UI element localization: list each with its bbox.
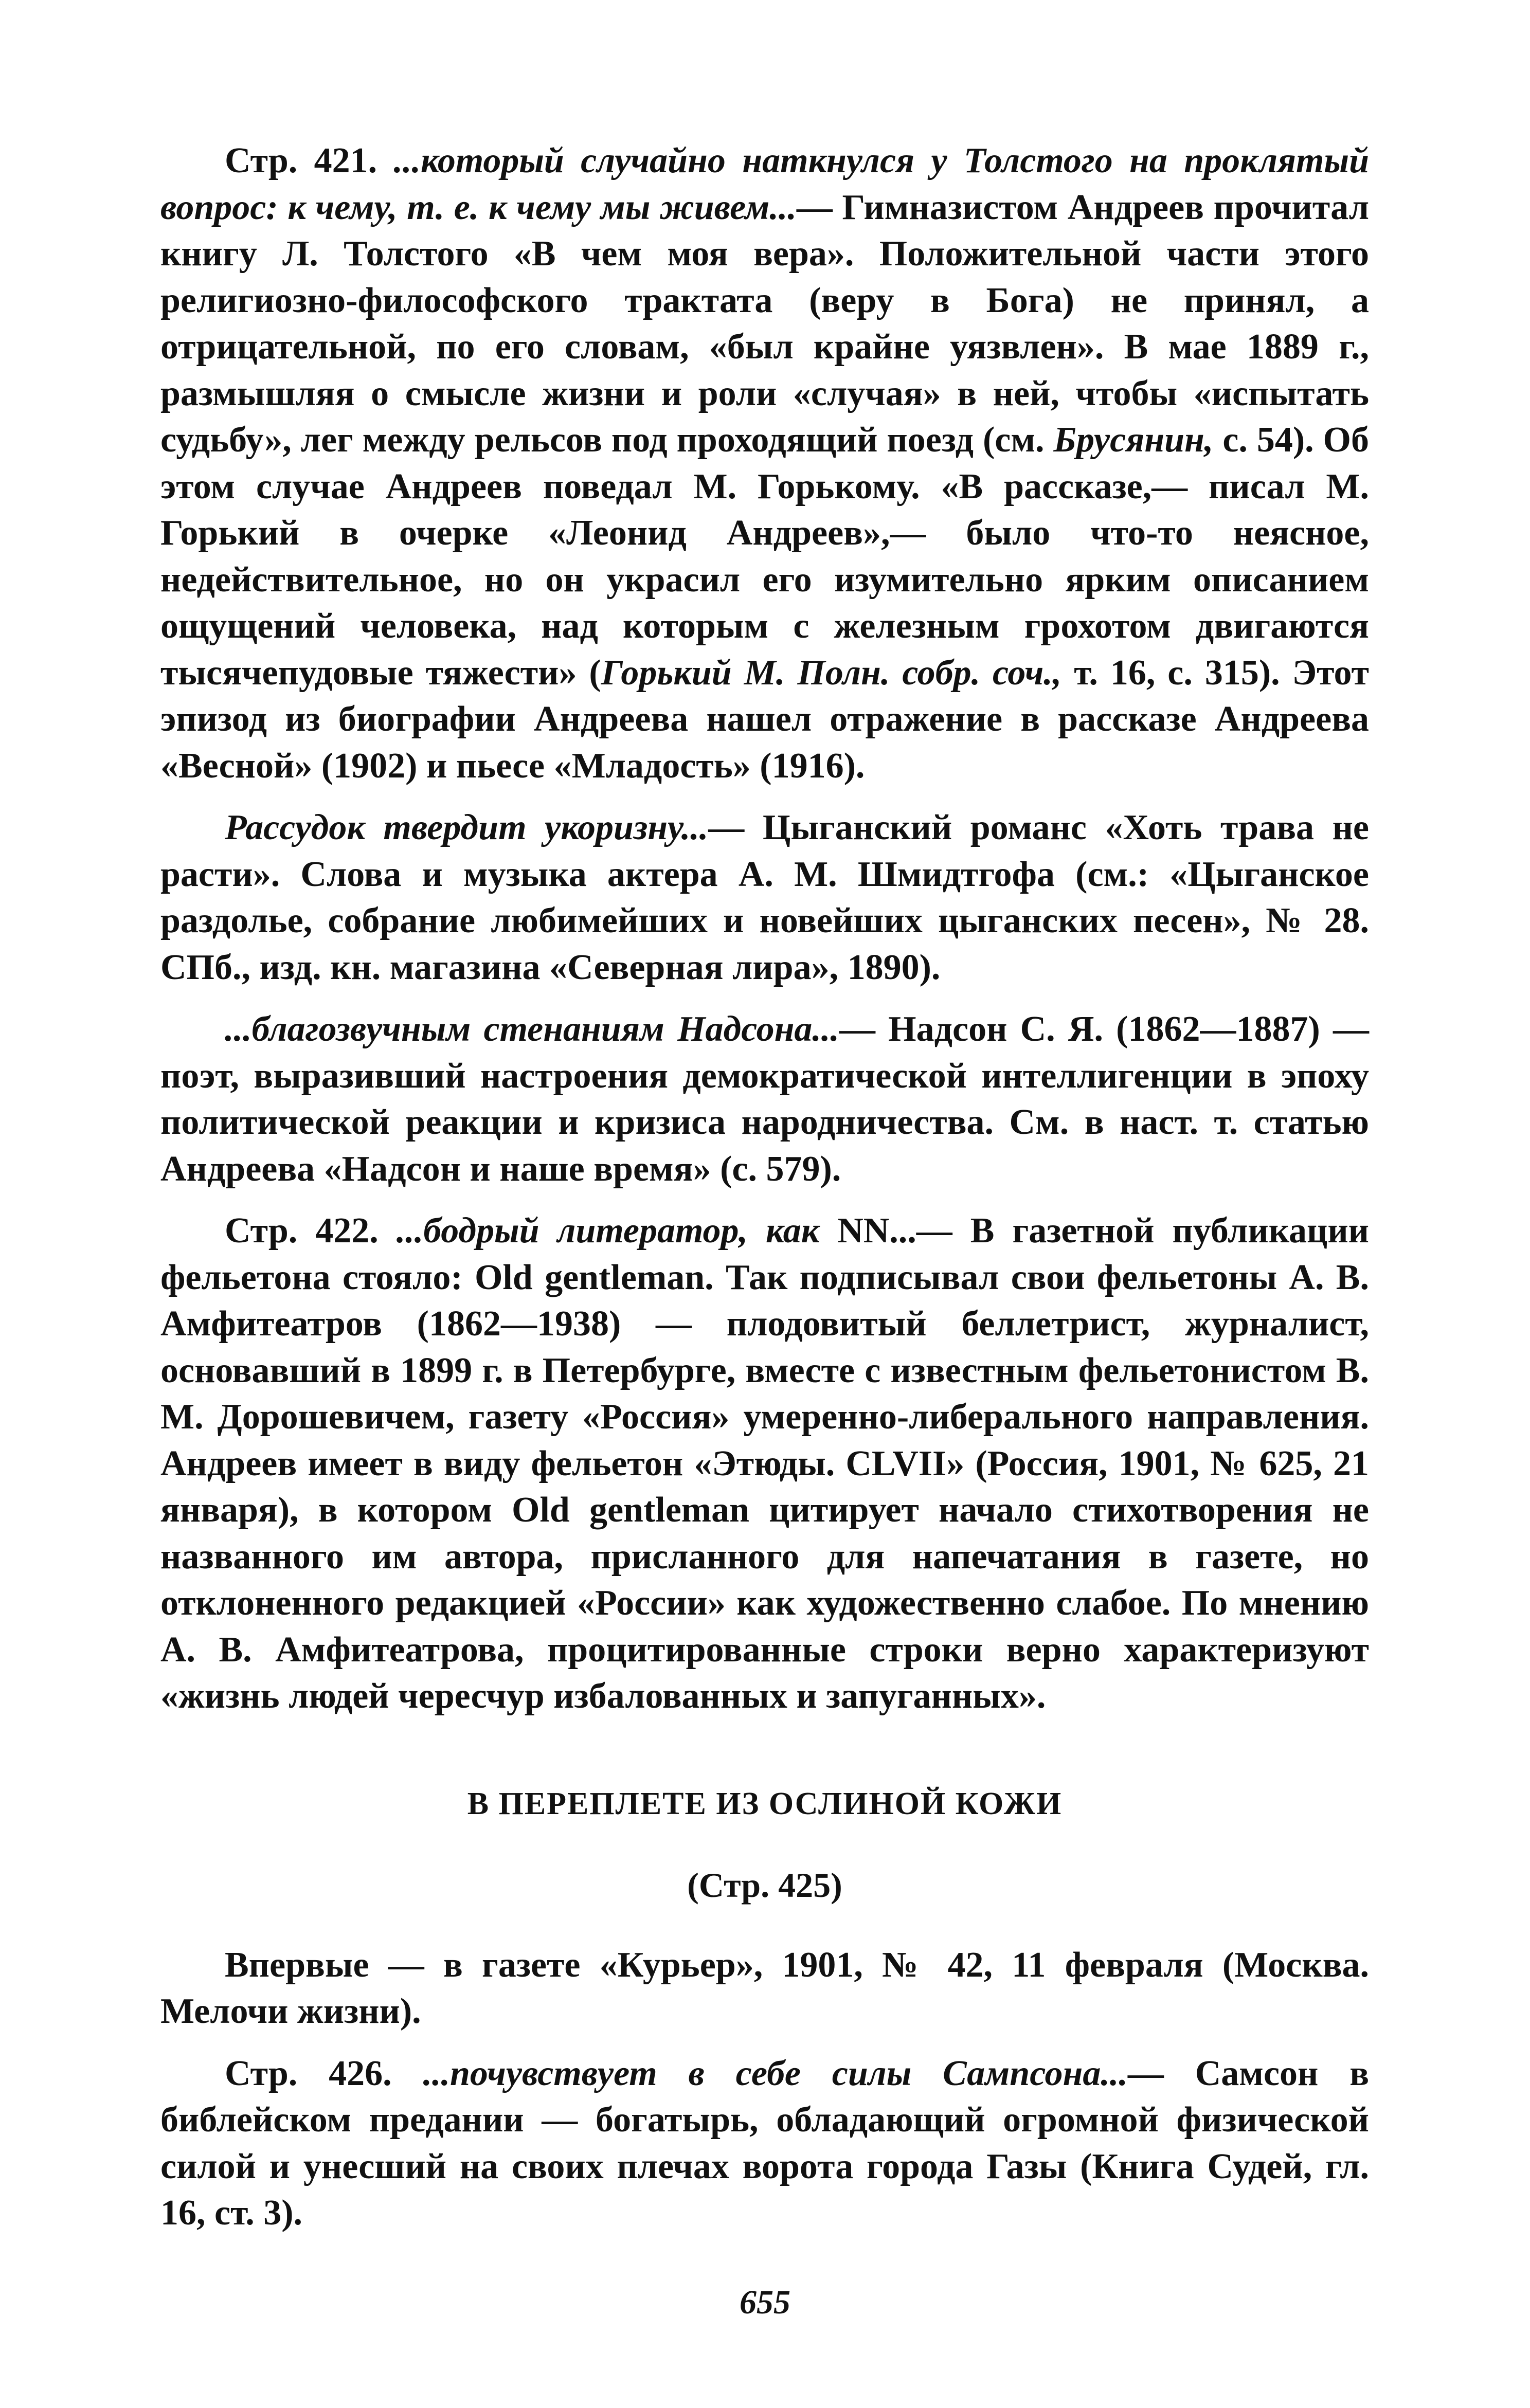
- paragraph-text: — Цыганский романс «Хоть трава не расти». Слова и музыка актера А. М. Шмидтгофа (см.: «Цыганское раздолье, собрание любимейших и новейших цыганских песен», № 28. СПб., изд. кн. магазина «Северная лира», 1890).: [160, 808, 1369, 987]
- page-content: [160, 138, 1369, 2237]
- section-paragraph: [160, 2051, 1369, 2237]
- page-number: 655: [740, 2284, 790, 2321]
- commentary-paragraph: [160, 138, 1369, 789]
- section-title: В ПЕРЕПЛЕТЕ ИЗ ОСЛИНОЙ КОЖИ: [467, 1786, 1063, 1821]
- commentary-paragraph: [160, 805, 1369, 991]
- commentary-paragraph: [160, 1006, 1369, 1192]
- citation-source: Горький М. Полн. собр. соч.,: [601, 653, 1062, 693]
- commentary-paragraph: [160, 1208, 1369, 1720]
- quoted-phrase: Рассудок твердит укоризну...: [225, 808, 709, 847]
- quoted-phrase: ...почувствует в себе силы Сампсона...: [423, 2053, 1128, 2093]
- quoted-phrase: ...бодрый литератор, как: [396, 1211, 820, 1251]
- paragraph-text: Стр. 426.: [225, 2053, 423, 2093]
- section-paragraph: [160, 1942, 1369, 2035]
- paragraph-text: — Гимназистом Андреев прочитал книгу Л. Толстого «В чем моя вера». Положительной части этого религиозно-философского трактата (веру в Бога) не принял, а отрицательной, по его словам, «был крайне уязвлен». В мае 1889 г., размышляя о смысле жизни и роли «случая» в ней, чтобы «испытать судьбу», лег между рельсов под проходящий поезд (см.: [160, 187, 1369, 460]
- paragraph-text: NN...— В газетной публикации фельетона стояло: Old gentleman. Так подписывал свои фельетоны А. В. Амфитеатров (1862—1938) — плодовитый беллетрист, журналист, основавший в 1899 г. в Петербурге, вместе с известным фельетонистом В. М. Дорошевичем, газету «Россия» умеренно-либерального направления. Андреев имеет в виду фельетон «Этюды. CLVII» (Россия, 1901, № 625, 21 января), в котором Old gentleman цитирует начало стихотворения не названного им автора, присланного для напечатания в газете, но отклоненного редакцией «России» как художественно слабое. По мнению А. В. Амфитеатрова, процитированные строки верно характеризуют «жизнь людей чересчур избалованных и запуганных».: [160, 1211, 1369, 1716]
- paragraph-text: Стр. 422.: [225, 1211, 397, 1251]
- quoted-phrase: ...благозвучным стенаниям Надсона...: [225, 1009, 839, 1049]
- paragraph-text: Стр. 421.: [225, 141, 394, 180]
- citation-author: Брусянин,: [1053, 420, 1214, 460]
- section-subtitle: (Стр. 425): [687, 1865, 842, 1905]
- quoted-phrase: ...который случайно наткнулся у Толстого на проклятый вопрос: к чему, т. е. к чему мы живем...: [160, 141, 1369, 227]
- paragraph-text: — Самсон в библейском предании — богатырь, обладающий огромной физической силой и унесший на своих плечах ворота города Газы (Книга Судей, гл. 16, ст. 3).: [160, 2053, 1370, 2233]
- paragraph-text: Впервые — в газете «Курьер», 1901, № 42, 11 февраля (Москва. Мелочи жизни).: [160, 1945, 1369, 2031]
- paragraph-text: т. 16, с. 315). Этот эпизод из биографии Андреева нашел отражение в рассказе Андреева «Весной» (1902) и пьесе «Младость» (1916).: [160, 653, 1369, 786]
- paragraph-text: — Надсон С. Я. (1862—1887) — поэт, выразивший настроения демократической интеллигенции в эпоху политической реакции и кризиса народничества. См. в наст. т. статью Андреева «Надсон и наше время» (с. 579).: [160, 1009, 1369, 1189]
- paragraph-text: с. 54). Об этом случае Андреев поведал М. Горькому. «В рассказе,— писал М. Горький в очерке «Леонид Андреев»,— было что-то неясное, недействительное, но он украсил его изумительно ярким описанием ощущений человека, над которым с железным грохотом двигаются тысячепудовые тяжести» (: [160, 420, 1370, 693]
